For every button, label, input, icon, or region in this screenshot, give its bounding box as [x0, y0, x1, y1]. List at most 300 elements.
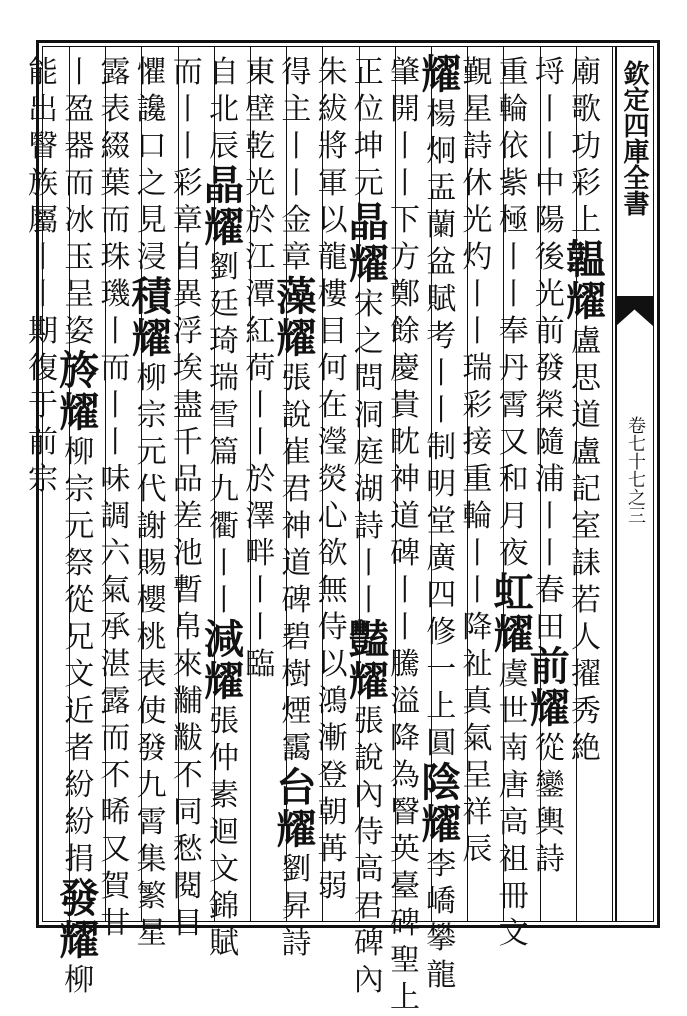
glyph: 篇	[209, 435, 239, 470]
glyph: 品	[172, 462, 203, 497]
glyph: 溢	[390, 684, 420, 719]
glyph: 之	[353, 324, 384, 359]
glyph: 榮	[534, 388, 565, 423]
glyph: 埒	[534, 55, 565, 90]
glyph: 出	[28, 92, 58, 127]
column-rule	[69, 47, 70, 921]
glyph: 碑	[390, 906, 420, 941]
glyph: 神	[281, 509, 312, 544]
glyph: 丨	[353, 583, 384, 618]
glyph: 文	[64, 657, 95, 692]
glyph: 減	[204, 616, 244, 663]
glyph: 道	[390, 499, 420, 534]
glyph: 宗	[28, 462, 58, 497]
glyph: 口	[136, 129, 167, 164]
glyph: 朝	[317, 795, 348, 830]
column-rule	[286, 47, 287, 921]
volume-label-text: 卷七十七之三	[625, 416, 646, 524]
glyph: 誄	[571, 546, 601, 581]
glyph: 月	[498, 499, 529, 534]
glyph: 制	[426, 430, 457, 465]
glyph: 南	[498, 731, 529, 766]
glyph: 張	[281, 361, 312, 396]
glyph: 光	[462, 203, 493, 238]
glyph: 謝	[136, 509, 167, 544]
glyph: 道	[281, 546, 312, 581]
glyph: 韞	[566, 236, 606, 283]
glyph: 何	[317, 351, 348, 386]
glyph: 丨	[353, 546, 384, 581]
glyph: 樹	[281, 657, 312, 692]
glyph: 丨	[64, 55, 95, 90]
glyph: 耀	[59, 389, 100, 436]
glyph: 氣	[100, 573, 131, 608]
glyph: 明	[426, 467, 457, 502]
glyph: 秀	[571, 694, 601, 729]
glyph: 下	[390, 203, 420, 238]
glyph: 極	[498, 203, 529, 238]
glyph: 靄	[281, 731, 312, 766]
glyph: 廣	[426, 541, 457, 576]
glyph: 宗	[136, 398, 167, 433]
glyph: 耀	[529, 685, 570, 732]
glyph: 發	[136, 731, 167, 766]
glyph: 灼	[462, 240, 493, 275]
glyph: 器	[64, 129, 95, 164]
glyph: 上	[390, 980, 420, 1015]
glyph: 祖	[498, 842, 529, 877]
glyph: 廟	[571, 55, 601, 90]
glyph: 彩	[462, 388, 493, 423]
glyph: 耀	[566, 278, 606, 325]
glyph: 丨	[245, 573, 276, 608]
glyph: 嶠	[426, 884, 457, 919]
text-column	[21, 54, 65, 498]
glyph: 肇	[390, 55, 420, 90]
glyph: 無	[317, 573, 348, 608]
glyph: 接	[462, 425, 493, 460]
glyph: 煙	[281, 694, 312, 729]
glyph: 依	[498, 129, 529, 164]
glyph: 盧	[571, 324, 601, 359]
glyph: 洞	[353, 398, 384, 433]
glyph: 弱	[317, 869, 348, 904]
glyph: 將	[317, 129, 348, 164]
glyph: 在	[317, 388, 348, 423]
glyph: 耀	[59, 917, 100, 964]
glyph: 擢	[571, 657, 601, 692]
glyph: 丨	[209, 583, 239, 618]
glyph: 又	[100, 832, 131, 867]
glyph: 積	[131, 273, 172, 320]
glyph: 發	[534, 351, 565, 386]
glyph: 元	[136, 435, 167, 470]
glyph: 丨	[281, 129, 312, 164]
glyph: 廷	[209, 287, 239, 322]
glyph: 人	[571, 620, 601, 655]
glyph: 浦	[534, 462, 565, 497]
glyph: 丨	[462, 277, 493, 312]
glyph: 章	[172, 203, 203, 238]
glyph: 差	[172, 499, 203, 534]
glyph: 而	[64, 166, 95, 201]
glyph: 九	[209, 472, 239, 507]
column-rule	[431, 47, 432, 921]
glyph: 呈	[64, 277, 95, 312]
glyph: 登	[317, 758, 348, 793]
glyph: 正	[353, 55, 384, 90]
glyph: 丨	[534, 92, 565, 127]
glyph: 味	[100, 462, 131, 497]
glyph: 欲	[317, 536, 348, 571]
column-rule	[359, 47, 360, 921]
glyph: 者	[64, 731, 95, 766]
glyph: 元	[353, 166, 384, 201]
glyph: 而	[100, 721, 131, 756]
glyph: 復	[28, 351, 58, 386]
glyph: 而	[100, 203, 131, 238]
glyph: 晞	[100, 795, 131, 830]
glyph: 臺	[390, 869, 420, 904]
glyph: 又	[498, 425, 529, 460]
glyph: 道	[571, 398, 601, 433]
glyph: 自	[172, 240, 203, 275]
glyph: 賜	[136, 546, 167, 581]
glyph: 記	[571, 472, 601, 507]
glyph: 高	[498, 805, 529, 840]
glyph: 埃	[172, 351, 203, 386]
glyph: 輿	[534, 805, 565, 840]
glyph: 於	[245, 462, 276, 497]
glyph: 霄	[136, 805, 167, 840]
glyph: 絶	[571, 731, 601, 766]
glyph: 丨	[100, 425, 131, 460]
glyph: 堂	[426, 504, 457, 539]
glyph: 降	[462, 610, 493, 645]
glyph: 柳	[136, 361, 167, 396]
glyph: 盧	[571, 435, 601, 470]
glyph: 詩	[353, 509, 384, 544]
glyph: 朱	[317, 55, 348, 90]
glyph: 桃	[136, 620, 167, 655]
glyph: 臨	[245, 647, 276, 682]
glyph: 慶	[390, 351, 420, 386]
glyph: 賦	[426, 282, 457, 317]
glyph: 耀	[348, 241, 389, 288]
glyph: 盆	[426, 245, 457, 280]
glyph: 東	[245, 55, 276, 90]
glyph: 蘭	[426, 208, 457, 243]
glyph: 丨	[100, 388, 131, 423]
glyph: 彩	[172, 166, 203, 201]
column-rule	[503, 47, 504, 921]
glyph: 讒	[136, 92, 167, 127]
glyph: 調	[100, 499, 131, 534]
glyph: 中	[534, 166, 565, 201]
glyph: 高	[353, 852, 384, 887]
column-rule	[214, 47, 215, 921]
glyph: 珠	[100, 240, 131, 275]
glyph: 丨	[426, 356, 457, 391]
glyph: 心	[317, 499, 348, 534]
glyph: 不	[100, 758, 131, 793]
glyph: 前	[534, 314, 565, 349]
glyph: 方	[390, 240, 420, 275]
glyph: 池	[172, 536, 203, 571]
glyph: 丨	[172, 129, 203, 164]
glyph: 以	[317, 203, 348, 238]
glyph: 耀	[276, 806, 317, 853]
column-rule	[105, 47, 106, 921]
glyph: 丨	[245, 388, 276, 423]
glyph: 聖	[390, 943, 420, 978]
glyph: 宋	[353, 287, 384, 322]
glyph: 文	[498, 916, 529, 951]
glyph: 騰	[390, 647, 420, 682]
glyph: 璣	[100, 277, 131, 312]
glyph: 丨	[281, 166, 312, 201]
glyph: 瑞	[462, 351, 493, 386]
glyph: 詩	[462, 129, 493, 164]
glyph: 英	[390, 832, 420, 867]
column-rule	[540, 47, 541, 921]
glyph: 昇	[281, 889, 312, 924]
glyph: 九	[136, 768, 167, 803]
glyph: 章	[281, 240, 312, 275]
glyph: 姿	[64, 314, 95, 349]
volume-label	[622, 416, 648, 528]
glyph: 冊	[498, 879, 529, 914]
glyph: 衢	[209, 509, 239, 544]
glyph: 庭	[353, 435, 384, 470]
glyph: 族	[28, 166, 58, 201]
glyph: 田	[534, 610, 565, 645]
glyph: 壁	[245, 92, 276, 127]
glyph: 耀	[348, 658, 389, 705]
glyph: 同	[172, 795, 203, 830]
glyph: 代	[136, 472, 167, 507]
glyph: 丨	[172, 92, 203, 127]
glyph: 辰	[209, 129, 239, 164]
glyph: 不	[172, 758, 203, 793]
glyph: 崔	[281, 435, 312, 470]
glyph: 說	[281, 398, 312, 433]
glyph: 重	[462, 462, 493, 497]
glyph: 丨	[390, 129, 420, 164]
glyph: 盡	[172, 388, 203, 423]
glyph: 賦	[209, 926, 239, 961]
glyph: 奉	[498, 314, 529, 349]
column-rule	[141, 47, 142, 921]
glyph: 瑞	[209, 361, 239, 396]
glyph: 表	[100, 92, 131, 127]
glyph: 迴	[209, 815, 239, 850]
glyph: 潭	[245, 277, 276, 312]
glyph: 承	[100, 610, 131, 645]
glyph: 室	[571, 509, 601, 544]
glyph: 從	[64, 583, 95, 618]
glyph: 重	[498, 55, 529, 90]
glyph: 祉	[462, 647, 493, 682]
glyph: 異	[172, 277, 203, 312]
glyph: 玉	[64, 240, 95, 275]
glyph: 歌	[571, 92, 601, 127]
glyph: 甘	[100, 906, 131, 941]
glyph: 丨	[245, 425, 276, 460]
glyph: 降	[390, 721, 420, 756]
glyph: 丨	[462, 536, 493, 571]
glyph: 丨	[390, 573, 420, 608]
glyph: 覲	[462, 55, 493, 90]
glyph: 雪	[209, 398, 239, 433]
glyph: 丨	[462, 314, 493, 349]
glyph: 而	[100, 351, 131, 386]
column-rule	[576, 47, 577, 921]
glyph: 耀	[131, 315, 172, 362]
glyph: 屬	[28, 203, 58, 238]
glyph: 熒	[317, 462, 348, 497]
glyph: 丨	[534, 536, 565, 571]
glyph: 紛	[64, 805, 95, 840]
glyph: 瀅	[317, 425, 348, 460]
glyph: 丨	[390, 610, 420, 645]
glyph: 真	[462, 684, 493, 719]
glyph: 修	[426, 615, 457, 650]
glyph: 澤	[245, 499, 276, 534]
glyph: 主	[281, 92, 312, 127]
glyph: 李	[426, 847, 457, 882]
glyph: 宗	[64, 472, 95, 507]
glyph: 丨	[498, 240, 529, 275]
glyph: 而	[172, 55, 203, 90]
glyph: 紱	[317, 92, 348, 127]
glyph: 碑	[390, 536, 420, 571]
glyph: 祭	[64, 546, 95, 581]
glyph: 丨	[245, 610, 276, 645]
glyph: 詩	[534, 842, 565, 877]
glyph: 自	[209, 55, 239, 90]
glyph: 輪	[462, 499, 493, 534]
glyph: 繁	[136, 879, 167, 914]
glyph: 瞖	[390, 795, 420, 830]
glyph: 耀	[204, 204, 244, 251]
book-title-text: 欽定四庫全書	[619, 60, 649, 216]
glyph: 星	[136, 916, 167, 951]
glyph: 乾	[245, 129, 276, 164]
glyph: 圓	[426, 726, 457, 761]
column-rule	[322, 47, 323, 921]
glyph: 苒	[317, 832, 348, 867]
glyph: 碧	[281, 620, 312, 655]
glyph: 春	[534, 573, 565, 608]
glyph: 耀	[276, 315, 317, 362]
glyph: 綴	[100, 129, 131, 164]
glyph: 鴻	[317, 684, 348, 719]
glyph: 畔	[245, 536, 276, 571]
glyph: 祥	[462, 795, 493, 830]
glyph: 前	[529, 643, 570, 690]
glyph: 丨	[390, 166, 420, 201]
glyph: 漸	[317, 721, 348, 756]
glyph: 黻	[172, 721, 203, 756]
glyph: 呈	[462, 758, 493, 793]
glyph: 耀	[493, 611, 534, 658]
glyph: 餘	[390, 314, 420, 349]
glyph: 露	[100, 55, 131, 90]
glyph: 旍	[59, 347, 100, 394]
glyph: 台	[276, 764, 317, 811]
glyph: 懼	[136, 55, 167, 90]
glyph: 使	[136, 694, 167, 729]
glyph: 陽	[534, 203, 565, 238]
glyph: 琦	[209, 324, 239, 359]
glyph: 荷	[245, 351, 276, 386]
glyph: 發	[59, 875, 100, 922]
glyph: 元	[64, 509, 95, 544]
glyph: 劉	[209, 250, 239, 285]
glyph: 夜	[498, 536, 529, 571]
glyph: 楊	[426, 97, 457, 132]
glyph: 唐	[498, 768, 529, 803]
glyph: 為	[390, 758, 420, 793]
glyph: 目	[172, 906, 203, 941]
glyph: 期	[28, 314, 58, 349]
glyph: 坤	[353, 129, 384, 164]
column-rule	[612, 47, 613, 921]
glyph: 見	[136, 203, 167, 238]
glyph: 得	[281, 55, 312, 90]
glyph: 丨	[534, 499, 565, 534]
glyph: 霄	[498, 388, 529, 423]
glyph: 侍	[317, 610, 348, 645]
glyph: 世	[498, 694, 529, 729]
column-rule	[250, 47, 251, 921]
glyph: 帛	[172, 610, 203, 645]
glyph: 辰	[462, 832, 493, 867]
glyph: 耀	[421, 801, 462, 848]
glyph: 虹	[493, 569, 534, 616]
glyph: 浸	[136, 240, 167, 275]
glyph: 內	[353, 963, 384, 998]
glyph: 于	[28, 388, 58, 423]
column-rule	[178, 47, 179, 921]
glyph: 晶	[204, 162, 244, 209]
glyph: 湛	[100, 647, 131, 682]
glyph: 考	[426, 319, 457, 354]
glyph: 碑	[353, 926, 384, 961]
glyph: 張	[209, 704, 239, 739]
glyph: 表	[136, 657, 167, 692]
glyph: 劉	[281, 852, 312, 887]
glyph: 神	[390, 462, 420, 497]
glyph: 內	[353, 778, 384, 813]
glyph: 前	[28, 425, 58, 460]
glyph: 侍	[353, 815, 384, 850]
glyph: 攀	[426, 921, 457, 956]
glyph: 和	[498, 462, 529, 497]
glyph: 鄭	[390, 277, 420, 312]
glyph: 丨	[426, 393, 457, 428]
glyph: 丨	[28, 240, 58, 275]
glyph: 張	[353, 704, 384, 739]
glyph: 龍	[317, 240, 348, 275]
glyph: 光	[245, 166, 276, 201]
glyph: 開	[390, 92, 420, 127]
glyph: 櫻	[136, 583, 167, 618]
glyph: 目	[317, 314, 348, 349]
glyph: 一	[426, 652, 457, 687]
book-title	[619, 60, 649, 223]
